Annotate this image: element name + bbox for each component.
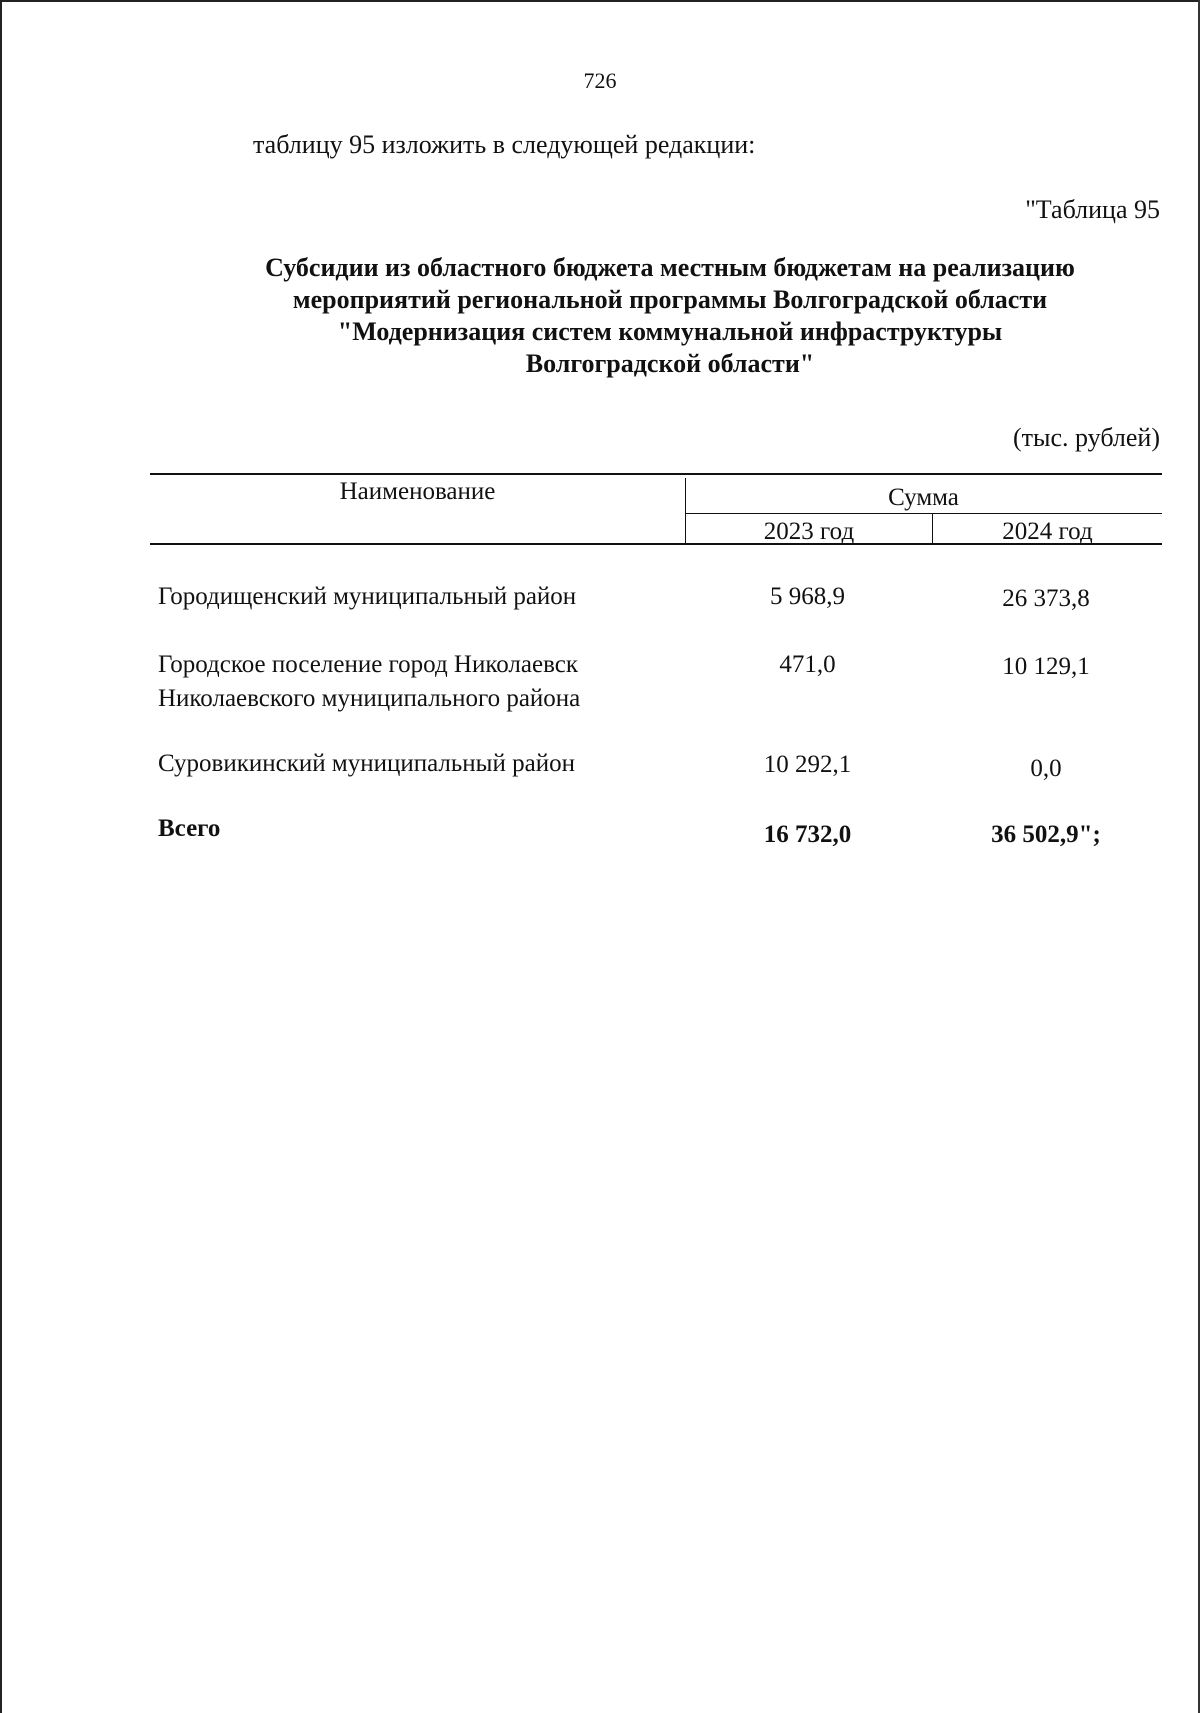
table-top-rule <box>150 473 1162 475</box>
document-title <box>140 252 1200 380</box>
total-label: Всего <box>158 815 221 842</box>
table-row-name: Городищенский муниципальный район <box>158 583 577 610</box>
table-row-name: Николаевского муниципального района <box>158 685 581 712</box>
header-year-2024: 2024 год <box>1002 518 1093 545</box>
table-row-value-2023: 10 292,1 <box>763 751 852 778</box>
table-row-value-2023: 5 968,9 <box>770 583 845 610</box>
header-sum: Сумма <box>888 484 959 511</box>
title-line: мероприятий региональной программы Волгоградской области <box>292 285 1048 314</box>
table-row-name: Городское поселение город Николаевск <box>158 651 578 678</box>
table-reference: "Таблица 95 <box>1025 195 1160 224</box>
table-row-name: Суровикинский муниципальный район <box>158 750 575 777</box>
title-line: Субсидии из областного бюджета местным бюджетам на реализацию <box>265 253 1075 282</box>
total-value-2023: 16 732,0 <box>763 821 852 848</box>
scan-border-top <box>0 0 1200 2</box>
total-value-2024: 36 502,9"; <box>991 821 1101 848</box>
header-name: Наименование <box>339 478 496 505</box>
sum-subheader-rule <box>686 513 1162 514</box>
units-label: (тыс. рублей) <box>1012 423 1160 452</box>
intro-text: таблицу 95 изложить в следующей редакции: <box>253 130 756 159</box>
table-row-value-2024: 10 129,1 <box>1002 653 1090 680</box>
table-row-value-2024: 26 373,8 <box>1002 585 1090 612</box>
page-number: 726 <box>583 68 617 93</box>
title-line: Волгоградской области" <box>525 349 815 378</box>
table-row-value-2024: 0,0 <box>1030 755 1062 782</box>
scan-border-left <box>0 0 2 1713</box>
table-row-value-2023: 471,0 <box>779 651 836 678</box>
title-line: "Модернизация систем коммунальной инфраструктуры <box>337 317 1003 346</box>
header-year-2023: 2023 год <box>763 518 855 545</box>
